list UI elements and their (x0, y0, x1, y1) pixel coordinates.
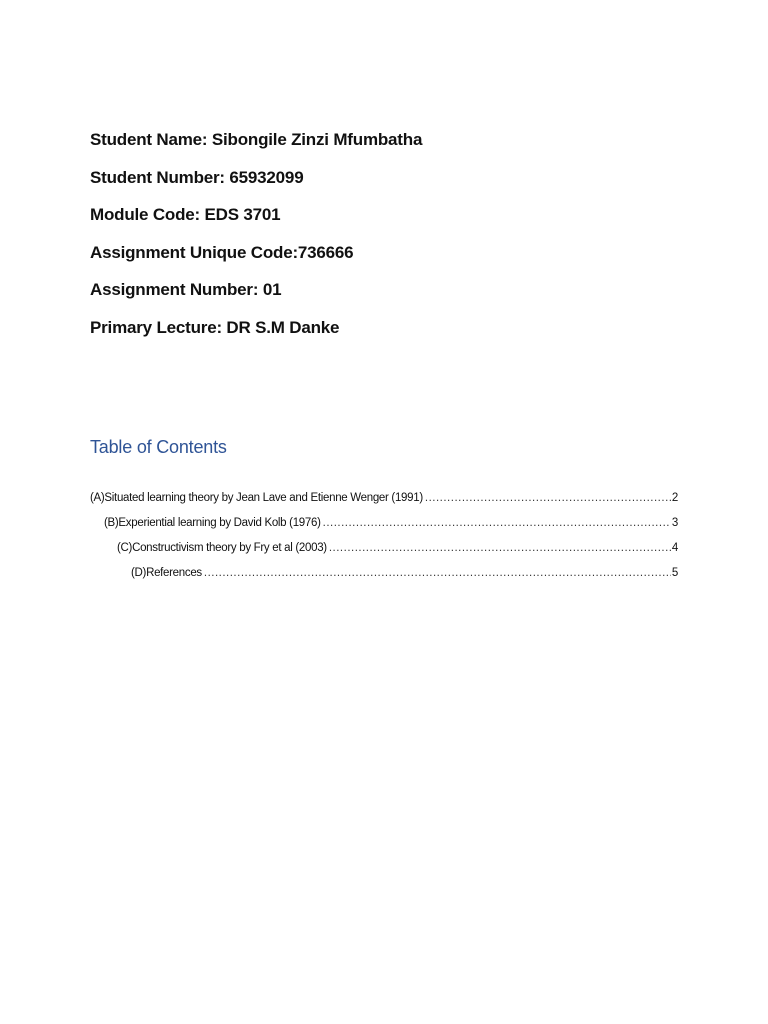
toc-entry-page: 5 (671, 567, 678, 579)
toc-entry-label: (D)References (131, 567, 202, 579)
toc-entry-references[interactable] (90, 567, 678, 592)
toc-entry-label: (A)Situated learning theory by Jean Lave and Etienne Wenger (1991) (90, 492, 423, 504)
assignment-unique-code-line: Assignment Unique Code:736666 (90, 242, 354, 262)
student-name-line: Student Name: Sibongile Zinzi Mfumbatha (90, 130, 423, 149)
assignment-number-line: Assignment Number: 01 (90, 280, 282, 300)
table-of-contents (90, 492, 678, 592)
toc-entry-page: 2 (671, 492, 678, 504)
toc-entry-situated-learning[interactable] (90, 492, 678, 517)
toc-heading: Table of Contents (90, 437, 227, 457)
toc-entry-page: 4 (671, 542, 678, 554)
student-number-line: Student Number: 65932099 (90, 167, 304, 187)
toc-entry-label: (B)Experiential learning by David Kolb (1976) (104, 517, 321, 529)
toc-dot-leader (204, 567, 671, 579)
toc-entry-experiential-learning[interactable] (90, 517, 678, 542)
toc-dot-leader (323, 517, 671, 529)
toc-entry-constructivism[interactable] (90, 542, 678, 567)
student-info-block (90, 130, 690, 356)
module-code-line: Module Code: EDS 3701 (90, 205, 281, 225)
primary-lecture-line: Primary Lecture: DR S.M Danke (90, 317, 340, 337)
toc-dot-leader (329, 542, 671, 554)
toc-entry-label: (C)Constructivism theory by Fry et al (2003) (117, 542, 327, 554)
toc-dot-leader (425, 492, 671, 504)
toc-entry-page: 3 (671, 517, 678, 529)
